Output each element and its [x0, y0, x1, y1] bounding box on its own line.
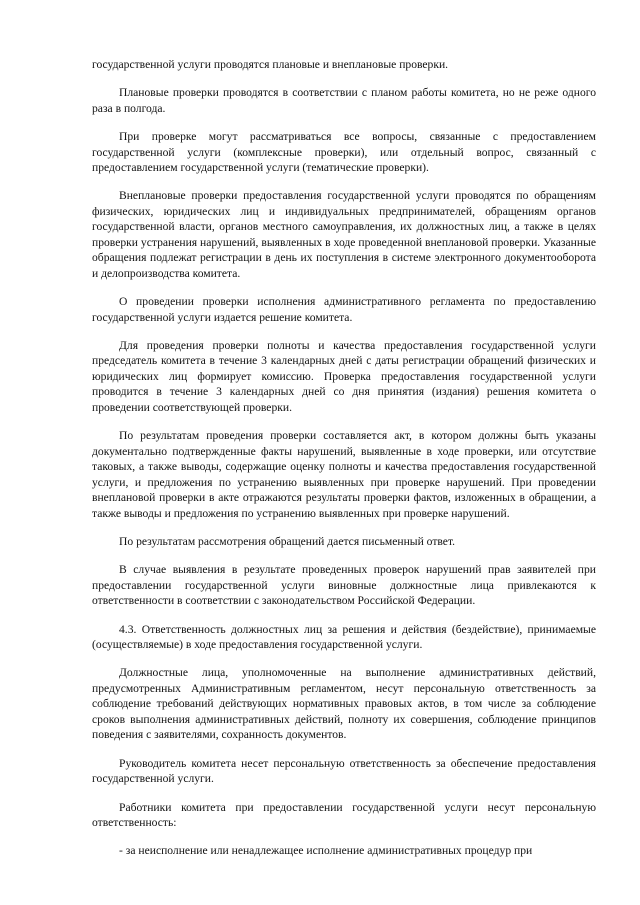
- paragraph-12: Руководитель комитета несет персональную ответственность за обеспечение предоставления государственной услуги.: [92, 756, 596, 786]
- paragraph-1: государственной услуги проводятся плановые и внеплановые проверки.: [92, 58, 449, 71]
- paragraph-14: - за неисполнение или ненадлежащее исполнение административных процедур при: [119, 844, 533, 858]
- paragraph-9: В случае выявления в результате проведенных проверок нарушений прав заявителей при предоставлении государственной услуги виновные должностные лица привлекаются к ответственности в соответствии с законодательством Российской Федерации.: [92, 563, 596, 608]
- paragraph-2: Плановые проверки проводятся в соответствии с планом работы комитета, но не реже одного раза в полгода.: [92, 86, 596, 115]
- paragraph-13: Работники комитета при предоставлении государственной услуги несут персональную ответственность:: [92, 800, 596, 830]
- paragraph-5: О проведении проверки исполнения административного регламента по предоставлению государственной услуги издается решение комитета.: [92, 295, 596, 324]
- paragraph-3: При проверке могут рассматриваться все вопросы, связанные с предоставлением государственной услуги (комплексные проверки), или отдельный вопрос, связанный с предоставлением государственной услуги (тематические проверки).: [92, 130, 596, 175]
- paragraph-6: Для проведения проверки полноты и качества предоставления государственной услуги председатель комитета в течение 3 календарных дней с даты регистрации обращений физических и юридических лиц формирует комиссию. Проверка предоставления государственной услуги проводится в течение 3 календарных дней со дня принятия (издания) решения комитета о проведении соответствующей проверки.: [92, 338, 596, 414]
- paragraph-4: Внеплановые проверки предоставления государственной услуги проводятся по обращениям физических, юридических лиц и индивидуальных предпринимателей, обращениям органов государственной власти, органов местного самоуправления, их должностных лиц, а также в целях проверки устранения нарушений, выявленных в ходе проведенной внеплановой проверки. Указанные обращения подлежат регистрации в день их поступления в системе электронного документооборота и делопроизводства комитета.: [92, 189, 596, 280]
- paragraph-8: По результатам рассмотрения обращений дается письменный ответ.: [119, 535, 456, 549]
- paragraph-11: Должностные лица, уполномоченные на выполнение административных действий, предусмотренных Административным регламентом, несут персональную ответственность за соблюдение требований действующих нормативных правовых актов, в том числе за соблюдение сроков выполнения административных действий, полноту их совершения, соблюдение принципов поведения с заявителями, сохранность документов.: [92, 666, 596, 742]
- paragraph-10: 4.3. Ответственность должностных лиц за решения и действия (бездействие), принимаемые (осуществляемые) в ходе предоставления государственной услуги.: [92, 622, 596, 652]
- paragraph-7: По результатам проведения проверки составляется акт, в котором должны быть указаны документально подтвержденные факты нарушений, выявленные в ходе проверки, или отсутствие таковых, а также выводы, содержащие оценку полноты и качества предоставления государственной услуги, и предложения по устранению выявленных при проверке нарушений. При проведении внеплановой проверки в акте отражаются результаты проверки фактов, изложенных в обращении, а также выводы и предложения по устранению выявленных при проверке нарушений.: [92, 429, 596, 520]
